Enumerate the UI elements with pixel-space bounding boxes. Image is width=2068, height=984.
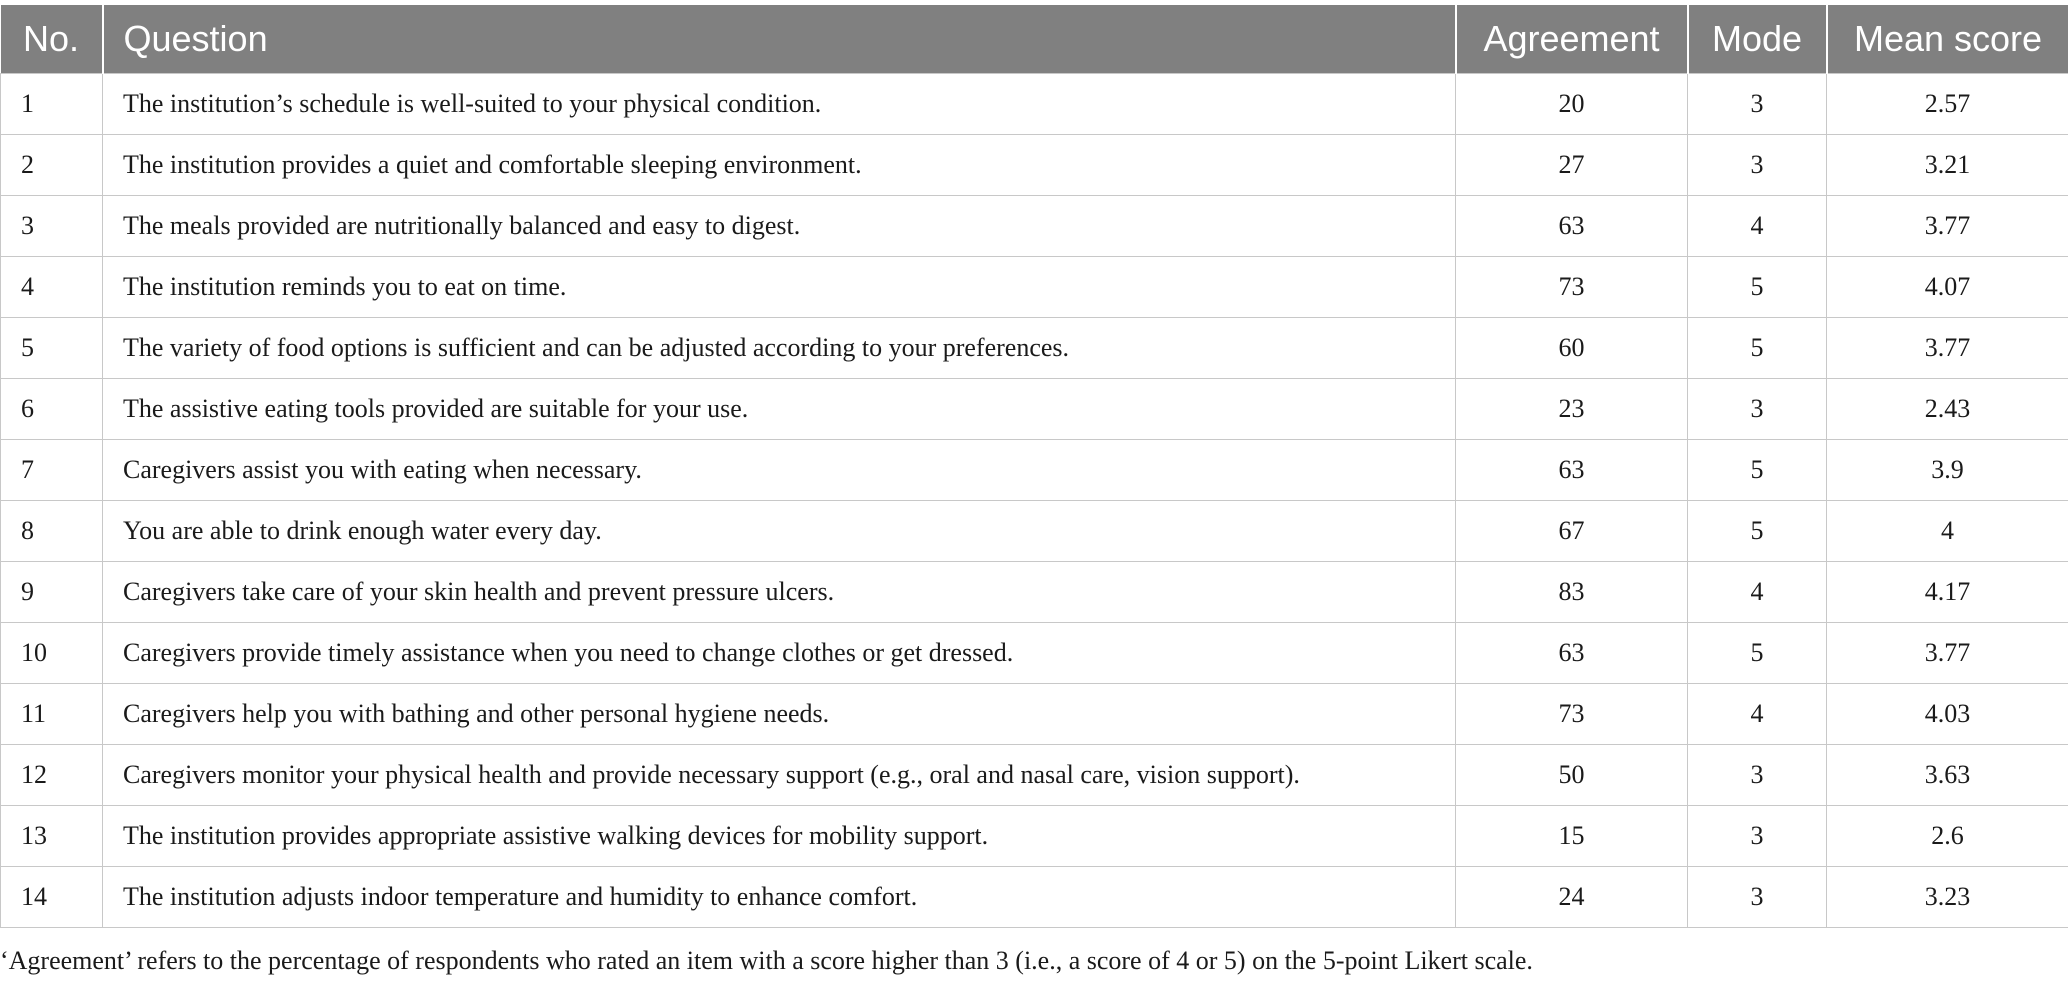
table-header <box>1 5 2068 74</box>
cell-mode: 5 <box>1688 440 1827 501</box>
table-row <box>1 379 2068 440</box>
cell-question: Caregivers monitor your physical health and provide necessary support (e.g., oral and nasal care, vision support). <box>103 745 1456 806</box>
cell-no: 5 <box>1 318 103 379</box>
cell-mean-score: 3.77 <box>1827 318 2068 379</box>
cell-question: The institution adjusts indoor temperature and humidity to enhance comfort. <box>103 867 1456 928</box>
cell-question: Caregivers take care of your skin health and prevent pressure ulcers. <box>103 562 1456 623</box>
cell-no: 6 <box>1 379 103 440</box>
cell-mode: 3 <box>1688 379 1827 440</box>
cell-mode: 5 <box>1688 501 1827 562</box>
cell-mean-score: 4.17 <box>1827 562 2068 623</box>
table-row <box>1 135 2068 196</box>
table-row <box>1 806 2068 867</box>
cell-agreement: 63 <box>1456 440 1688 501</box>
cell-no: 14 <box>1 867 103 928</box>
cell-mean-score: 2.6 <box>1827 806 2068 867</box>
cell-question: The variety of food options is sufficient and can be adjusted according to your preferences. <box>103 318 1456 379</box>
cell-mode: 3 <box>1688 867 1827 928</box>
cell-mean-score: 3.21 <box>1827 135 2068 196</box>
cell-agreement: 67 <box>1456 501 1688 562</box>
survey-table <box>0 5 2068 928</box>
cell-agreement: 60 <box>1456 318 1688 379</box>
cell-agreement: 20 <box>1456 74 1688 135</box>
table-footnote: ‘Agreement’ refers to the percentage of respondents who rated an item with a score higher than 3 (i.e., a score of 4 or 5) on the 5-point Likert scale. <box>0 946 1533 975</box>
cell-mean-score: 2.57 <box>1827 74 2068 135</box>
table-body <box>1 74 2068 928</box>
cell-no: 2 <box>1 135 103 196</box>
cell-mode: 3 <box>1688 74 1827 135</box>
cell-question: You are able to drink enough water every day. <box>103 501 1456 562</box>
cell-mode: 4 <box>1688 562 1827 623</box>
table-row <box>1 440 2068 501</box>
header-question: Question <box>103 5 1456 74</box>
survey-table-container <box>0 5 2068 928</box>
header-no: No. <box>1 5 103 74</box>
cell-no: 13 <box>1 806 103 867</box>
table-row <box>1 74 2068 135</box>
table-row <box>1 745 2068 806</box>
table-row <box>1 501 2068 562</box>
cell-mode: 5 <box>1688 318 1827 379</box>
cell-no: 10 <box>1 623 103 684</box>
cell-mode: 3 <box>1688 806 1827 867</box>
cell-agreement: 63 <box>1456 623 1688 684</box>
cell-mode: 5 <box>1688 257 1827 318</box>
cell-question: The meals provided are nutritionally balanced and easy to digest. <box>103 196 1456 257</box>
cell-mean-score: 3.77 <box>1827 196 2068 257</box>
cell-agreement: 63 <box>1456 196 1688 257</box>
cell-question: Caregivers provide timely assistance when you need to change clothes or get dressed. <box>103 623 1456 684</box>
header-mode: Mode <box>1688 5 1827 74</box>
cell-agreement: 83 <box>1456 562 1688 623</box>
cell-mean-score: 3.77 <box>1827 623 2068 684</box>
table-row <box>1 318 2068 379</box>
cell-mean-score: 4.03 <box>1827 684 2068 745</box>
cell-question: The institution provides appropriate assistive walking devices for mobility support. <box>103 806 1456 867</box>
cell-agreement: 73 <box>1456 257 1688 318</box>
cell-mode: 5 <box>1688 623 1827 684</box>
table-row <box>1 562 2068 623</box>
cell-question: Caregivers help you with bathing and other personal hygiene needs. <box>103 684 1456 745</box>
cell-agreement: 73 <box>1456 684 1688 745</box>
cell-mode: 4 <box>1688 196 1827 257</box>
cell-no: 7 <box>1 440 103 501</box>
table-row <box>1 867 2068 928</box>
cell-question: The assistive eating tools provided are suitable for your use. <box>103 379 1456 440</box>
table-row <box>1 623 2068 684</box>
cell-mean-score: 3.9 <box>1827 440 2068 501</box>
cell-question: Caregivers assist you with eating when necessary. <box>103 440 1456 501</box>
cell-mode: 3 <box>1688 135 1827 196</box>
cell-no: 1 <box>1 74 103 135</box>
cell-no: 11 <box>1 684 103 745</box>
cell-no: 12 <box>1 745 103 806</box>
cell-no: 9 <box>1 562 103 623</box>
cell-agreement: 50 <box>1456 745 1688 806</box>
cell-mean-score: 3.63 <box>1827 745 2068 806</box>
cell-agreement: 24 <box>1456 867 1688 928</box>
cell-mean-score: 4.07 <box>1827 257 2068 318</box>
table-row <box>1 196 2068 257</box>
cell-mean-score: 3.23 <box>1827 867 2068 928</box>
header-mean-score: Mean score <box>1827 5 2068 74</box>
table-row <box>1 684 2068 745</box>
cell-agreement: 23 <box>1456 379 1688 440</box>
cell-mean-score: 2.43 <box>1827 379 2068 440</box>
header-row <box>1 5 2068 74</box>
cell-mean-score: 4 <box>1827 501 2068 562</box>
cell-agreement: 15 <box>1456 806 1688 867</box>
cell-question: The institution provides a quiet and comfortable sleeping environment. <box>103 135 1456 196</box>
cell-no: 8 <box>1 501 103 562</box>
cell-question: The institution’s schedule is well-suited to your physical condition. <box>103 74 1456 135</box>
cell-no: 3 <box>1 196 103 257</box>
header-agreement: Agreement <box>1456 5 1688 74</box>
table-row <box>1 257 2068 318</box>
cell-agreement: 27 <box>1456 135 1688 196</box>
cell-mode: 3 <box>1688 745 1827 806</box>
cell-question: The institution reminds you to eat on time. <box>103 257 1456 318</box>
cell-no: 4 <box>1 257 103 318</box>
cell-mode: 4 <box>1688 684 1827 745</box>
